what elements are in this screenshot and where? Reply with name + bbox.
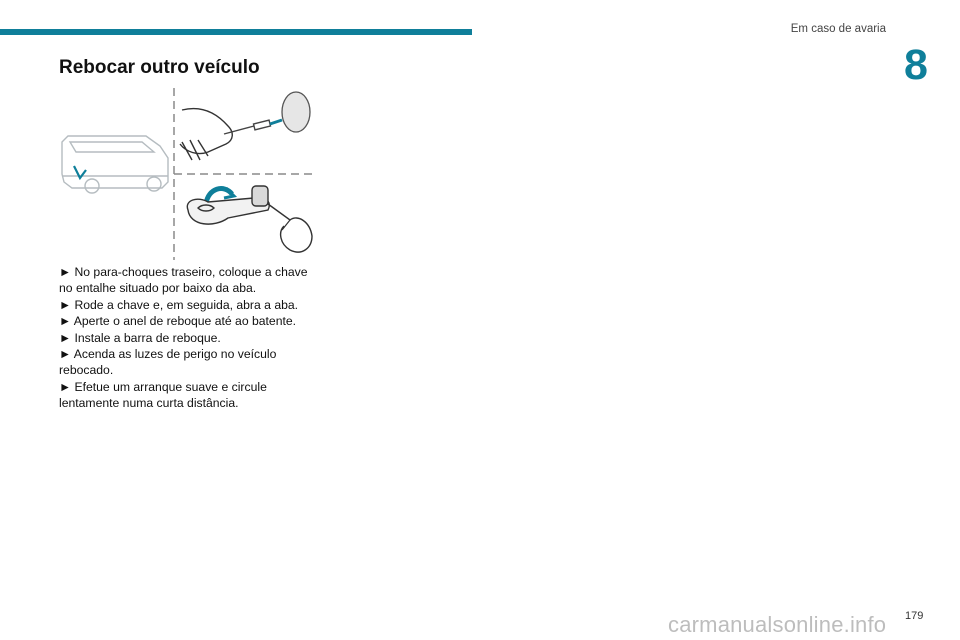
step-1: ► No para-choques traseiro, coloque a chave no entalhe situado por baixo da aba. xyxy=(59,265,308,296)
van-rear-icon xyxy=(62,136,168,193)
step-5: ► Acenda as luzes de perigo no veículo rebocado. xyxy=(59,347,277,378)
step-2: ► Rode a chave e, em seguida, abra a aba. xyxy=(59,297,299,312)
cap-icon xyxy=(282,92,310,132)
instruction-steps xyxy=(59,264,309,412)
step-4: ► Instale a barra de reboque. xyxy=(59,330,221,345)
watermark: carmanualsonline.info xyxy=(668,612,887,637)
towing-illustration xyxy=(58,86,320,262)
step-3: ► Aperte o anel de reboque até ao batente. xyxy=(59,314,297,329)
header-accent-bar xyxy=(0,29,472,35)
page-title: Rebocar outro veículo xyxy=(59,57,260,78)
key-hand-icon xyxy=(180,109,282,160)
step-6: ► Efetue um arranque suave e circule lentamente numa curta distância. xyxy=(59,379,267,411)
page-number: 179 xyxy=(905,610,924,622)
chapter-number: 8 xyxy=(904,41,928,89)
section-name: Em caso de avaria xyxy=(790,23,886,35)
